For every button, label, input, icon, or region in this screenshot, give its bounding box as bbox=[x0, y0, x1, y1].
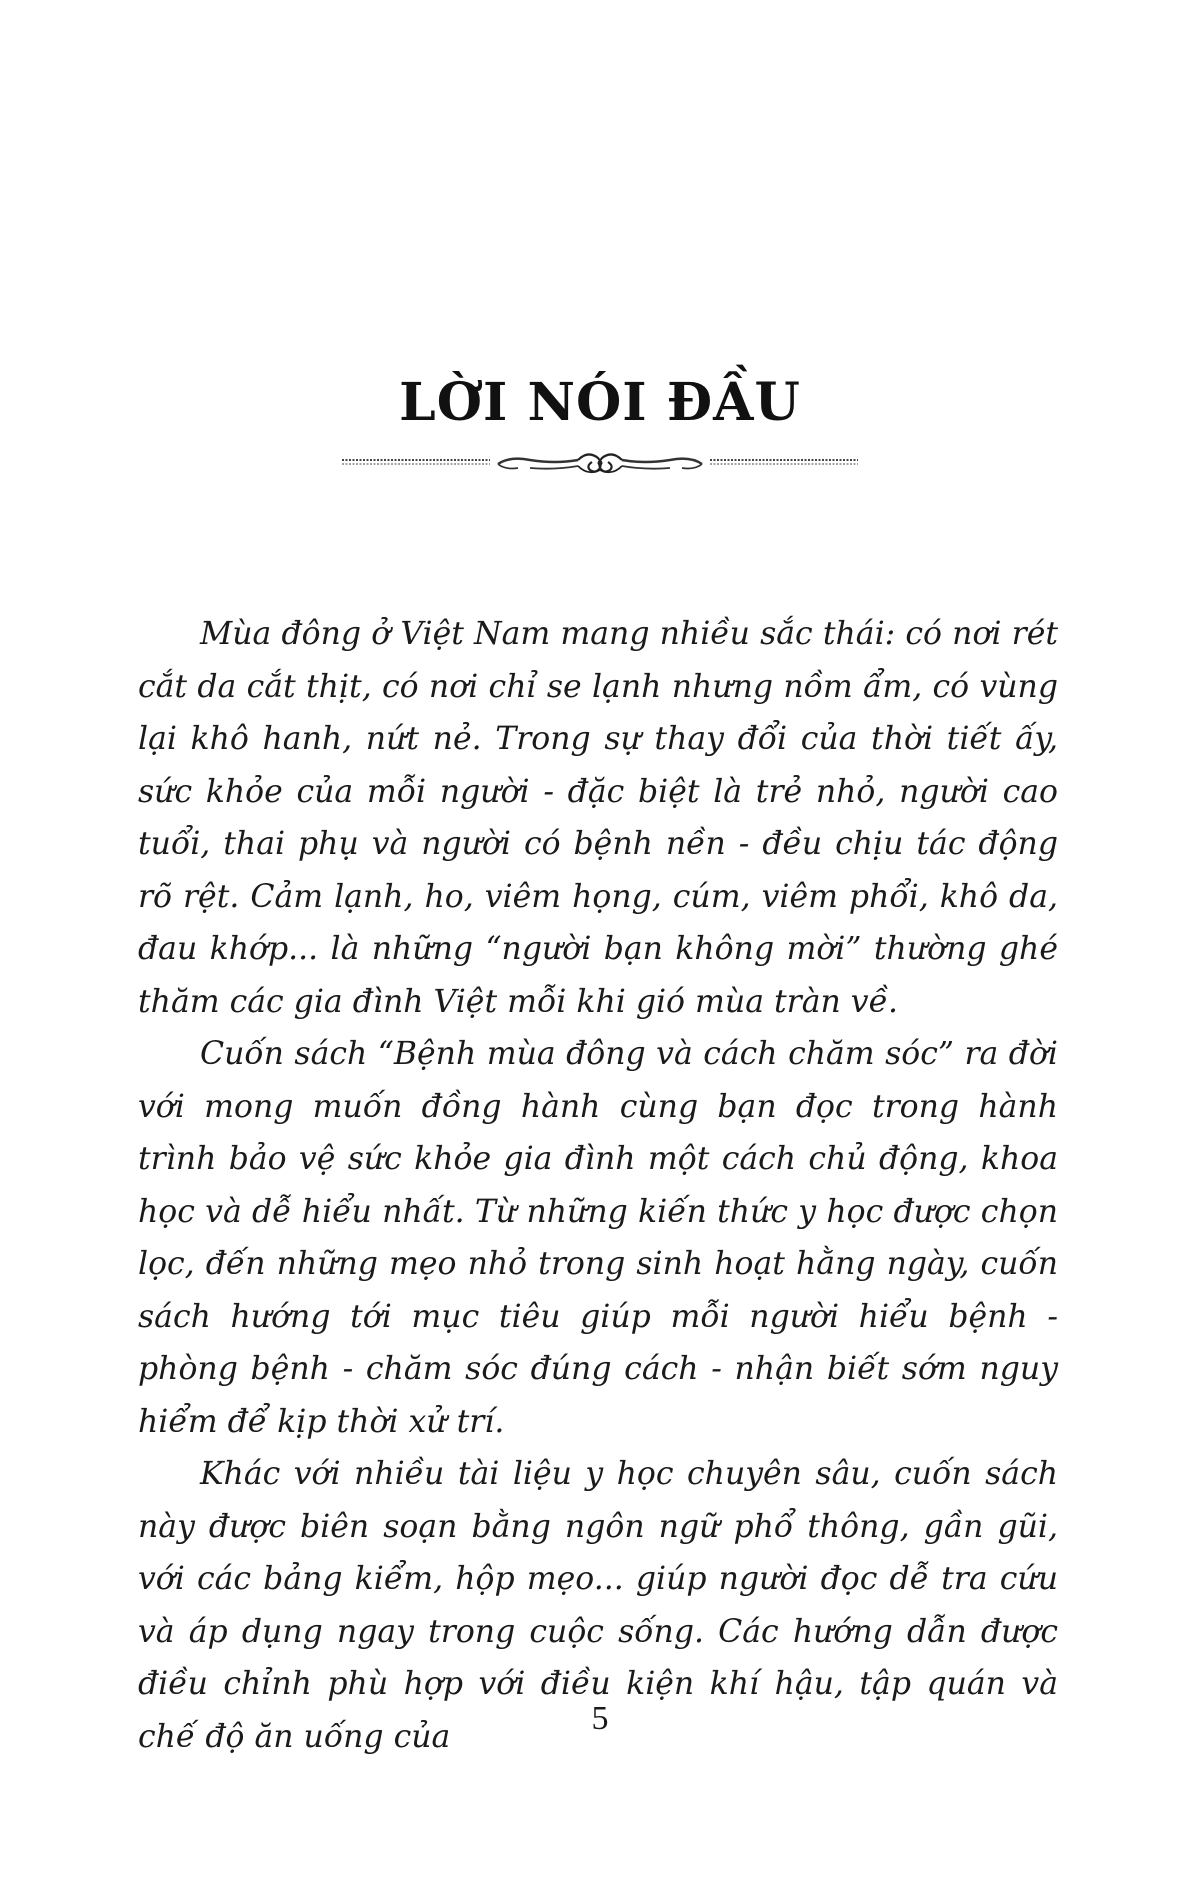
paragraph-3: Khác với nhiều tài liệu y học chuyên sâu, cuốn sách này được biên soạn bằng ngôn ngữ phổ thông, gần gũi, với các bảng kiểm, hộp mẹo... giúp người đọc dễ tra cứu và áp dụng ngay trong cuộc sống. Các hướng dẫn được điều chỉnh phù hợp với điều kiện khí hậu, tập quán và chế độ ăn uống của bbox=[138, 1456, 1058, 1755]
paragraph-2: Cuốn sách “Bệnh mùa đông và cách chăm sóc” ra đời với mong muốn đồng hành cùng bạn đọc trong hành trình bảo vệ sức khỏe gia đình một cách chủ động, khoa học và dễ hiểu nhất. Từ những kiến thức y học được chọn lọc, đến những mẹo nhỏ trong sinh hoạt hằng ngày, cuốn sách hướng tới mục tiêu giúp mỗi người hiểu bệnh - phòng bệnh - chăm sóc đúng cách - nhận biết sớm nguy hiểm để kịp thời xử trí. bbox=[138, 1036, 1058, 1440]
page-number: 5 bbox=[591, 1700, 609, 1737]
paragraph-1: Mùa đông ở Việt Nam mang nhiều sắc thái: có nơi rét cắt da cắt thịt, có nơi chỉ se lạnh nhưng nồm ẩm, có vùng lại khô hanh, nứt nẻ. Trong sự thay đổi của thời tiết ấy, sức khỏe của mỗi người - đặc biệt là trẻ nhỏ, người cao tuổi, thai phụ và người có bệnh nền - đều chịu tác động rõ rệt. Cảm lạnh, ho, viêm họng, cúm, viêm phổi, khô da, đau khớp... là những “người bạn không mời” thường ghé thăm các gia đình Việt mỗi khi gió mùa tràn về. bbox=[138, 616, 1058, 1020]
ornament-divider bbox=[340, 448, 860, 478]
page-title: LỜI NÓI ĐẦU bbox=[399, 372, 801, 433]
preface-body bbox=[138, 608, 1058, 1763]
